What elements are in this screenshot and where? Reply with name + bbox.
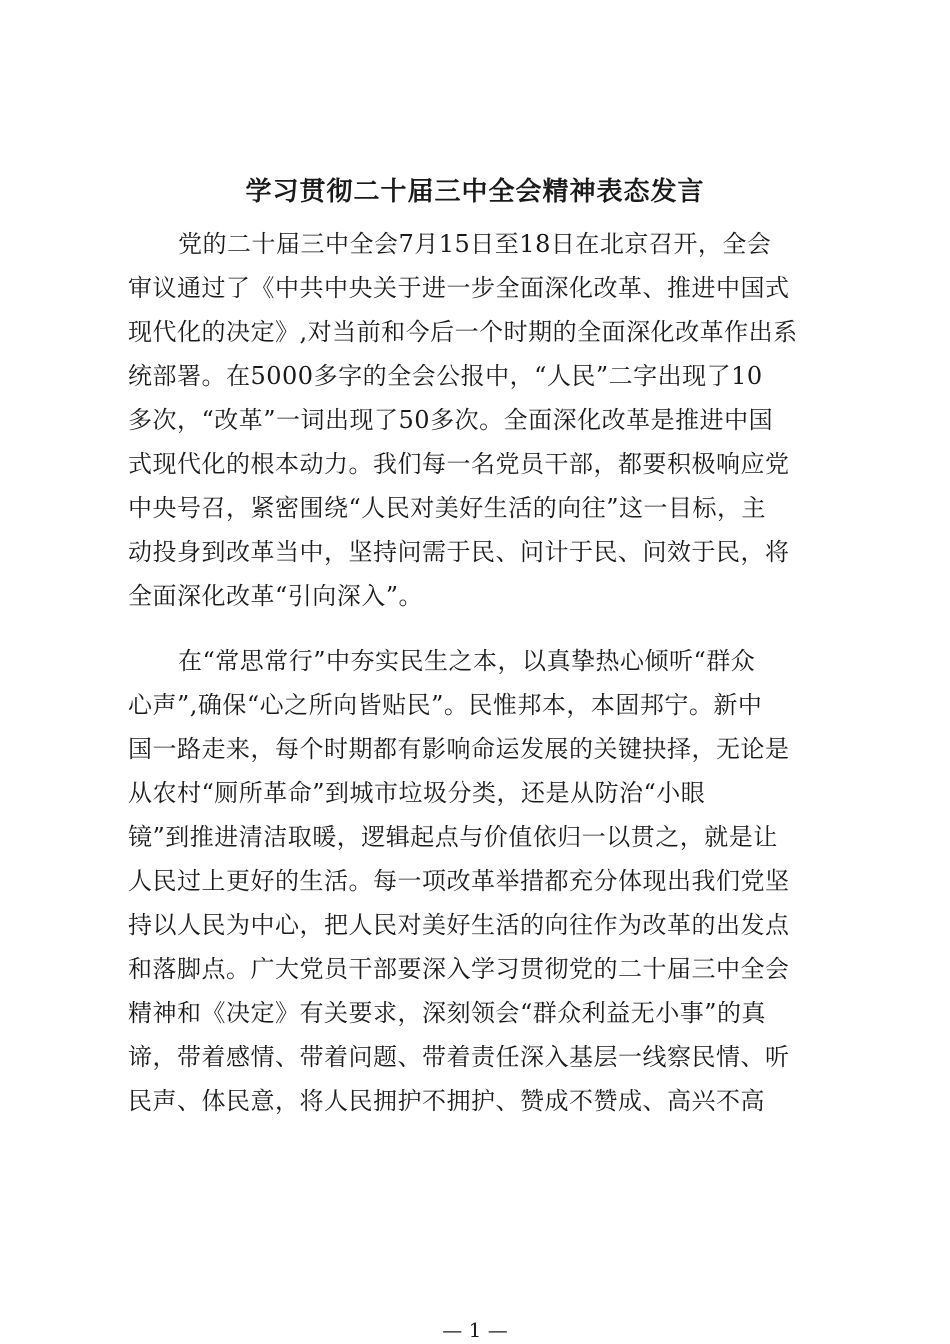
paragraph-1 — [128, 222, 828, 618]
text-line: 国一路走来，每个时期都有影响命运发展的关键抉择，无论是 — [128, 735, 790, 763]
text-line: 民声、体民意，将人民拥护不拥护、赞成不赞成、高兴不高 — [128, 1087, 765, 1115]
text-line: 镜”到推进清洁取暖，逻辑起点与价值依归一以贯之，就是让 — [128, 823, 778, 851]
text-line: 心声”,确保“心之所向皆贴民”。民惟邦本，本固邦宁。新中 — [128, 691, 763, 719]
text-line: 从农村“厕所革命”到城市垃圾分类，还是从防治“小眼 — [128, 779, 706, 807]
text-line: 在“常思常行”中夯实民生之本，以真挚热心倾听“群众 — [178, 647, 756, 675]
document-body — [128, 222, 828, 1123]
text-line: 持以人民为中心，把人民对美好生活的向往作为改革的出发点 — [128, 911, 790, 939]
paragraph-2 — [128, 639, 828, 1123]
text-line: 式现代化的根本动力。我们每一名党员干部，都要积极响应党 — [128, 450, 790, 478]
text-line: 人民过上更好的生活。每一项改革举措都充分体现出我们党坚 — [128, 867, 790, 895]
text-line: 现代化的决定》,对当前和今后一个时期的全面深化改革作出系 — [128, 318, 798, 346]
text-line: 和落脚点。广大党员干部要深入学习贯彻党的二十届三中全会 — [128, 955, 790, 983]
text-line: 审议通过了《中共中央关于进一步全面深化改革、推进中国式 — [128, 274, 790, 302]
text-line: 谛，带着感情、带着问题、带着责任深入基层一线察民情、听 — [128, 1043, 790, 1071]
text-line: 统部署。在5000多字的全会公报中，“人民”二字出现了10 — [128, 362, 763, 390]
text-line: 精神和《决定》有关要求，深刻领会“群众利益无小事”的真 — [128, 999, 767, 1027]
text-line: 中央号召，紧密围绕“人民对美好生活的向往”这一目标，主 — [128, 494, 767, 522]
paragraph-spacer — [128, 618, 828, 639]
document-title: 学习贯彻二十届三中全会精神表态发言 — [245, 177, 705, 207]
text-line: 多次，“改革”一词出现了50多次。全面深化改革是推进中国 — [128, 406, 774, 434]
text-line: 全面深化改革“引向深入”。 — [128, 582, 424, 610]
text-line: 动投身到改革当中，坚持问需于民、问计于民、问效于民，将 — [128, 538, 790, 566]
page-number: — 1 — — [442, 1318, 508, 1342]
text-line: 党的二十届三中全会7月15日至18日在北京召开，全会 — [178, 230, 772, 258]
